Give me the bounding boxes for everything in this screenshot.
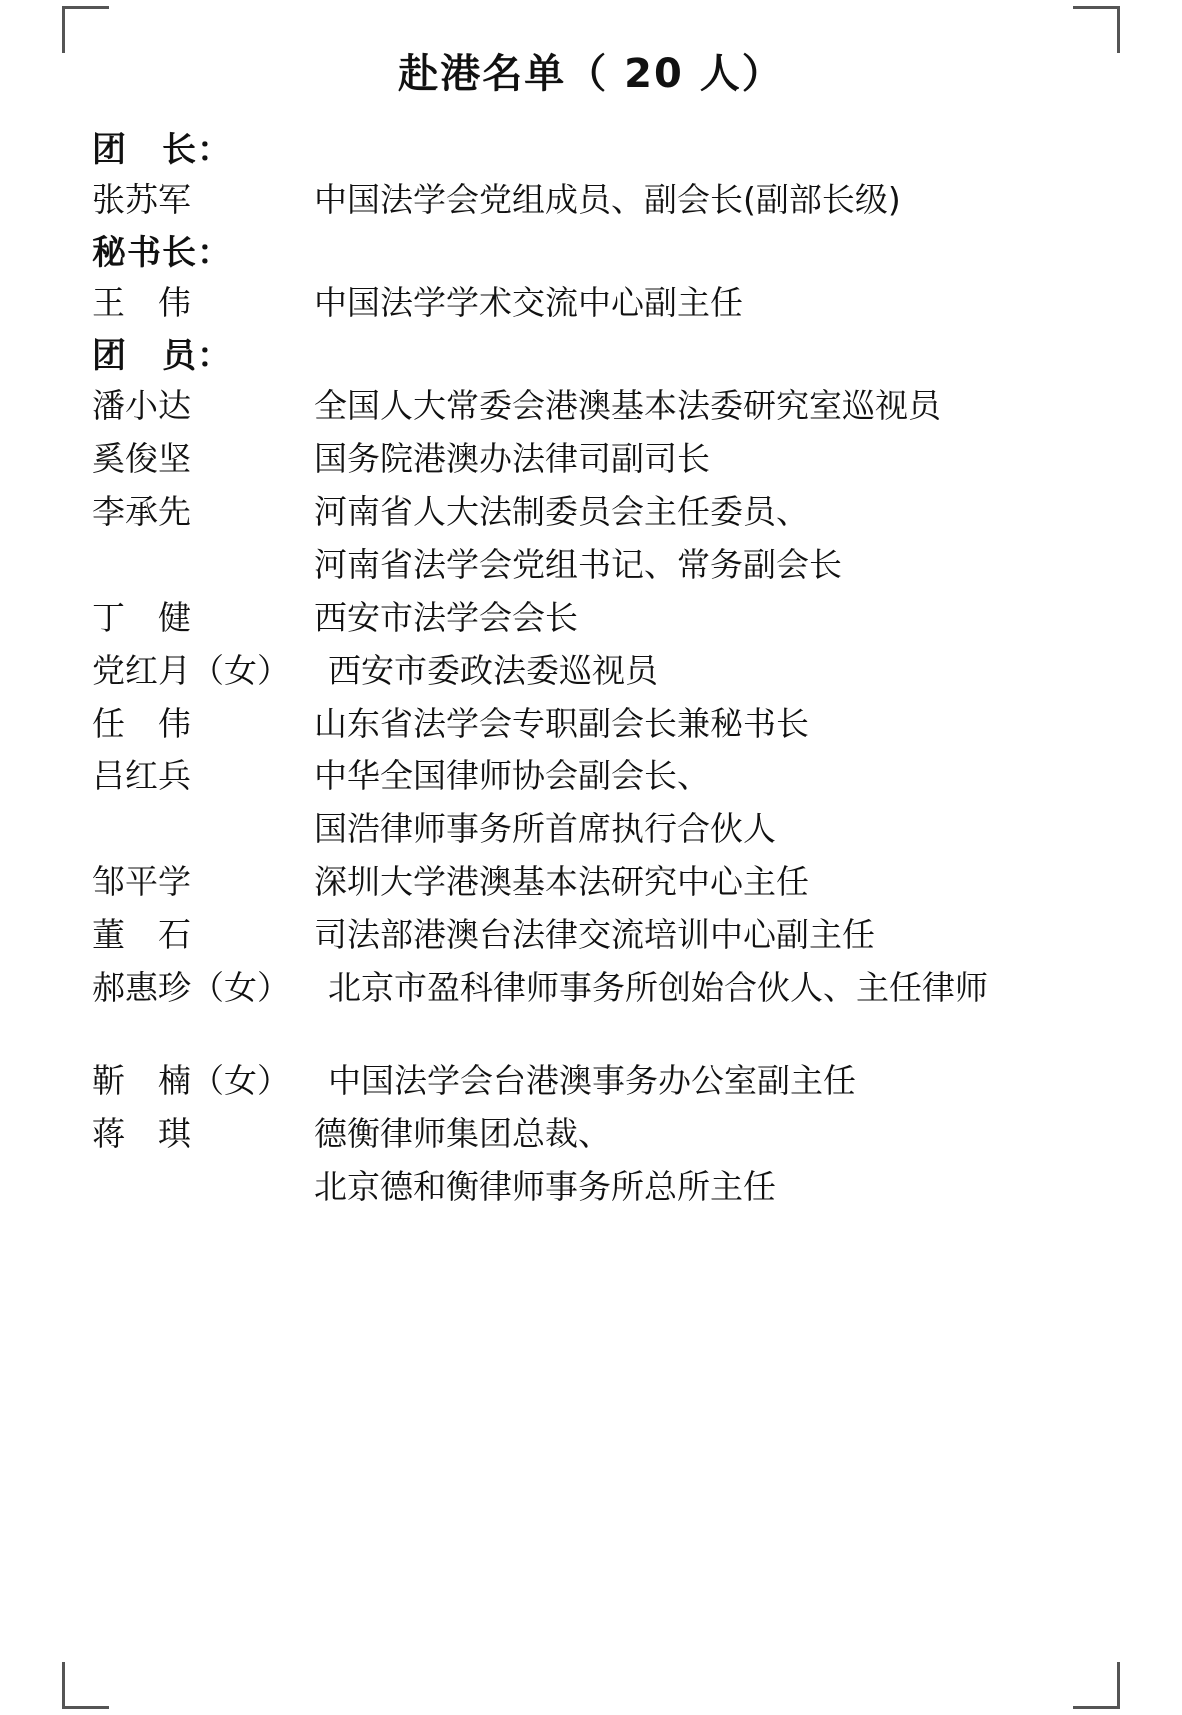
- member-role-line: 中国法学学术交流中心副主任: [314, 282, 743, 322]
- member-role-line: 西安市法学会会长: [314, 597, 578, 637]
- member-role: [314, 387, 1122, 426]
- paragraph-gap: [92, 1022, 1122, 1062]
- member-role: [314, 284, 1122, 323]
- member-role-line: 山东省法学会专职副会长兼秘书长: [314, 703, 809, 743]
- member-role: [314, 916, 1122, 955]
- section-heading-leader: 团 长：: [92, 130, 232, 170]
- member-role-line: 中国法学会台港澳事务办公室副主任: [328, 1061, 856, 1101]
- member-role: [314, 863, 1122, 902]
- list-item: [92, 599, 1122, 638]
- member-role-line: 河南省法学会党组书记、常务副会长: [314, 544, 842, 584]
- member-role: [314, 757, 1122, 849]
- list-item: [92, 969, 1122, 1008]
- list-item: [92, 863, 1122, 902]
- list-item: [92, 387, 1122, 426]
- member-name: 邹平学: [92, 862, 191, 902]
- member-name: 王 伟: [92, 282, 191, 322]
- member-role-line: 西安市委政法委巡视员: [328, 650, 658, 690]
- member-role: [314, 493, 1122, 585]
- member-name: 郝惠珍（女）: [92, 968, 290, 1008]
- member-role-line: 河南省人大法制委员会主任委员、: [314, 491, 809, 531]
- section-heading-secretary-general: 秘书长：: [92, 232, 232, 273]
- member-name: 吕红兵: [92, 756, 191, 796]
- list-item: [92, 1115, 1122, 1207]
- member-role: [328, 652, 1122, 691]
- member-role: [314, 1115, 1122, 1207]
- member-role: [314, 705, 1122, 744]
- member-role-line: 全国人大常委会港澳基本法委研究室巡视员: [314, 385, 941, 425]
- member-role-line: 国浩律师事务所首席执行合伙人: [314, 809, 776, 849]
- member-name: 任 伟: [92, 703, 191, 743]
- list-item: [92, 916, 1122, 955]
- member-role-line: 国务院港澳办法律司副司长: [314, 438, 710, 478]
- member-role-line: 深圳大学港澳基本法研究中心主任: [314, 862, 809, 902]
- list-item: [92, 757, 1122, 849]
- list-item: [92, 440, 1122, 479]
- member-role: [328, 969, 1122, 1008]
- member-role: [314, 599, 1122, 638]
- member-role: [328, 1062, 1122, 1101]
- document-body: [0, 130, 1182, 1207]
- page-title: 赴港名单（ 20 人）: [398, 51, 784, 97]
- member-name: 张苏军: [92, 180, 191, 219]
- member-role-line: 北京德和衡律师事务所总所主任: [314, 1167, 776, 1206]
- list-item: [92, 652, 1122, 691]
- member-name: 董 石: [92, 915, 191, 955]
- member-name: 靳 楠（女）: [92, 1061, 290, 1101]
- member-name: 蒋 琪: [92, 1114, 191, 1154]
- member-name: 潘小达: [92, 385, 191, 425]
- member-role: [314, 181, 1122, 220]
- member-role: [314, 440, 1122, 479]
- member-role-line: 中国法学会党组成员、副会长(副部长级): [314, 180, 901, 219]
- list-item: [92, 181, 1122, 220]
- section-heading-members: 团 员：: [92, 335, 232, 376]
- member-name: 丁 健: [92, 597, 191, 637]
- member-role-line: 中华全国律师协会副会长、: [314, 756, 710, 796]
- member-name: 奚俊坚: [92, 438, 191, 478]
- list-item: [92, 705, 1122, 744]
- member-name: 李承先: [92, 491, 191, 531]
- member-role-line: 德衡律师集团总裁、: [314, 1114, 611, 1154]
- member-role-line: 北京市盈科律师事务所创始合伙人、主任律师: [328, 968, 988, 1008]
- list-item: [92, 1062, 1122, 1101]
- list-item: [92, 493, 1122, 585]
- member-role-line: 司法部港澳台法律交流培训中心副主任: [314, 915, 875, 955]
- list-item: [92, 284, 1122, 323]
- member-name: 党红月（女）: [92, 650, 290, 690]
